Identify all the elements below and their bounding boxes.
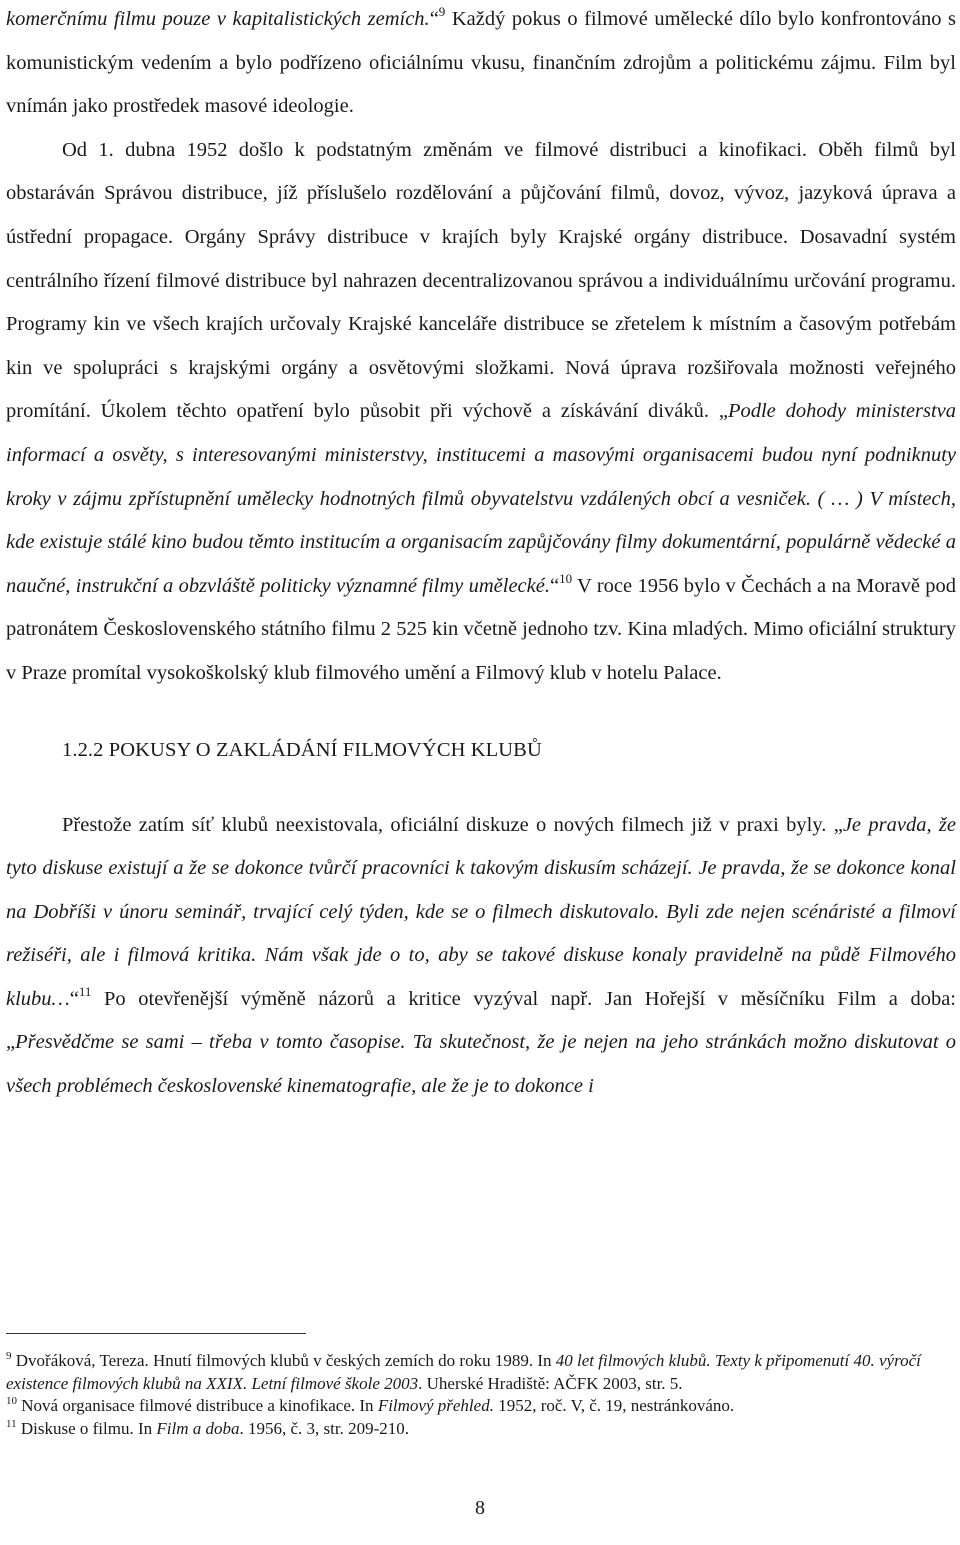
footnote-10 bbox=[6, 1395, 956, 1418]
paragraph-3-text-2: Po otevřenější výměně názorů a kritice vyzýval např. Jan Hořejší v měsíčníku Film a doba: bbox=[91, 987, 956, 1010]
paragraph-2-quote: Podle dohody ministerstva informací a osvěty, s interesovanými ministerstvy, institucemi a masovými organisacemi budou nyní podniknuty kroky v zájmu zpřístupnění umělecky hodnotných filmů obyvatelstvu vzdálených obcí a vesniček. ( … ) V místech, kde existuje stálé kino budou těmto institucím a organisacím zapůjčovány filmy dokumentární, populárně vědecké a naučné, instrukční a obzvláště politicky významné filmy umělecké. bbox=[6, 400, 956, 597]
paragraph-1-italic: komerčnímu filmu pouze v kapitalistických zemích. bbox=[6, 8, 430, 30]
footnote-title: 40 let filmových klubů. Texty k připomenutí 40. výročí existence filmových klubů na XXIX. Letní filmové škole 2003 bbox=[6, 1351, 921, 1393]
footnote-text: . Uherské Hradiště: AČFK 2003, str. 5. bbox=[418, 1373, 683, 1393]
quote-open: „ bbox=[833, 813, 843, 836]
footnote-text: . 1956, č. 3, str. 209-210. bbox=[239, 1418, 410, 1438]
paragraph-1 bbox=[6, 0, 956, 129]
section-heading: 1.2.2 POKUSY O ZAKLÁDÁNÍ FILMOVÝCH KLUBŮ bbox=[62, 738, 542, 761]
footnote-title: Filmový přehled. bbox=[377, 1396, 494, 1415]
footnote-separator bbox=[6, 1333, 306, 1334]
quote-close: “ bbox=[69, 987, 79, 1010]
quote-close: “ bbox=[429, 8, 439, 30]
footnote-number: 9 bbox=[6, 1350, 12, 1362]
footnotes bbox=[6, 1350, 956, 1440]
quote-open: „ bbox=[718, 400, 728, 423]
footnote-11 bbox=[6, 1418, 956, 1441]
footnote-ref-10[interactable]: 10 bbox=[559, 570, 573, 586]
paragraph-2-text-2: V roce 1956 bylo v Čechách a na Moravě pod patronátem Československého státního filmu 2 525 kin včetně jednoho tzv. Kina mladých. Mimo oficiální struktury v Praze promítal vysokoškolský klub filmového umění a Filmový klub v hotelu Palace. bbox=[6, 574, 957, 684]
document-page bbox=[6, 0, 956, 1109]
footnote-9 bbox=[6, 1350, 956, 1395]
paragraph-3-text-1: Přestože zatím síť klubů neexistovala, oficiální diskuze o nových filmech již v praxi byly. bbox=[62, 813, 834, 836]
paragraph-3-quote-2: Přesvědčme se sami – třeba v tomto časopise. Ta skutečnost, že je nejen na jeho stránkách možno diskutovat o všech problémech československé kinematografie, ale že je to dokonce i bbox=[6, 1031, 956, 1098]
footnote-ref-11[interactable]: 11 bbox=[78, 983, 92, 999]
quote-close: “ bbox=[549, 574, 560, 597]
paragraph-3 bbox=[6, 804, 956, 1109]
page-number: 8 bbox=[475, 1497, 485, 1519]
paragraph-2-text-1: Od 1. dubna 1952 došlo k podstatným změnám ve filmové distribuci a kinofikaci. Oběh filmů byl obstaráván Správou distribuce, jíž příslušelo rozdělování a půjčování filmů, dovoz, vývoz, jazyková úprava a ústřední propagace. Orgány Správy distribuce v krajích byly Krajské orgány distribuce. Dosavadní systém centrálního řízení filmové distribuce byl nahrazen decentralizovanou správou a individuálnímu určování programu. Programy kin ve všech krajích určovaly Krajské kanceláře distribuce se zřetelem k místním a časovým potřebám kin ve spolupráci s krajskými orgány a osvětovými složkami. Nová úprava rozšiřovala možnosti veřejného promítání. Úkolem těchto opatření bylo působit při výchově a získávání diváků. bbox=[6, 138, 956, 423]
footnote-ref-9[interactable]: 9 bbox=[438, 4, 446, 19]
footnote-number: 11 bbox=[6, 1417, 17, 1430]
footnote-text: Dvořáková, Tereza. Hnutí filmových klubů v českých zemích do roku 1989. In bbox=[11, 1351, 556, 1370]
paragraph-3-quote-1: Je pravda, že tyto diskuse existují a že se dokonce tvůrčí pracovníci k takovým diskusím scházejí. Je pravda, že se dokonce konal na Dobříši v únoru seminář, trvající celý týden, kde se o filmech diskutovalo. Byli zde nejen scénáristé a filmoví režiséři, ale i filmová kritika. Nám však jde o to, aby se takové diskuse konaly pravidelně na půdě Filmového klubu… bbox=[6, 813, 956, 1010]
footnote-text: Nová organisace filmové distribuce a kinofikace. In bbox=[17, 1396, 378, 1415]
paragraph-2 bbox=[6, 129, 956, 696]
footnote-title: Film a doba bbox=[156, 1418, 240, 1438]
paragraph-1-text: Každý pokus o filmové umělecké dílo bylo konfrontováno s komunistickým vedením a bylo podřízeno oficiálnímu vkusu, finančním zdrojům a politickému zájmu. Film byl vnímán jako prostředek masové ideologie. bbox=[6, 8, 956, 118]
footnote-text: 1952, roč. V, č. 19, nestránkováno. bbox=[493, 1396, 735, 1415]
footnote-number: 10 bbox=[6, 1395, 17, 1407]
quote-open: „ bbox=[6, 1031, 16, 1054]
footnote-text: Diskuse o filmu. In bbox=[16, 1418, 157, 1438]
